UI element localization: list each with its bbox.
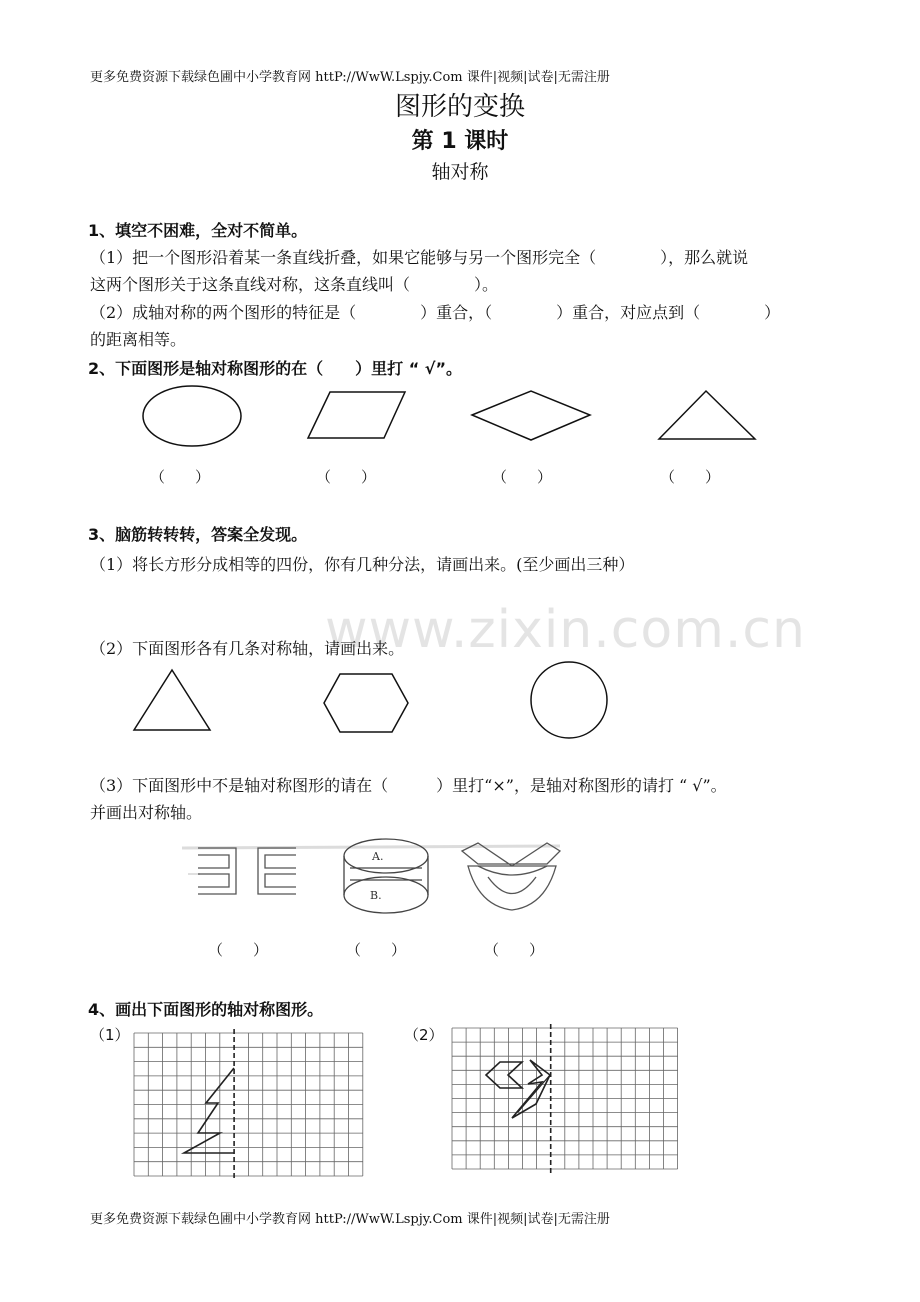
q3-part3-line1: （3）下面图形中不是轴对称图形的请在（ ）里打“×”，是轴对称图形的请打 “ √”。: [90, 776, 727, 795]
footer-note: 更多免费资源下载绿色圃中小学教育网 httP://WwW.Lspjy.Com 课件|视频|试卷|无需注册: [90, 1212, 610, 1227]
cylinder-figure: [344, 839, 428, 913]
q1-line4: 的距离相等。: [90, 330, 187, 349]
q1-line1: （1）把一个图形沿着某一条直线折叠，如果它能够与另一个图形完全（ ），那么就说: [90, 248, 749, 267]
lesson-title: 第 1 课时: [411, 129, 509, 154]
label-b: B.: [370, 889, 382, 902]
label-a: A.: [372, 850, 384, 863]
topic-title: 轴对称: [431, 161, 489, 183]
q3-answer-boat[interactable]: （ ）: [484, 941, 545, 959]
q3-part2: （2）下面图形各有几条对称轴，请画出来。: [90, 639, 405, 658]
boat-figure: [462, 843, 560, 910]
q2-heading: 2、下面图形是轴对称图形的在（ ）里打 “ √”。: [88, 359, 462, 378]
watermark: www.zixin.com.cn: [325, 600, 806, 660]
q3-part1: （1）将长方形分成相等的四份，你有几种分法，请画出来。(至少画出三种）: [90, 555, 635, 574]
q4-label-2: （2）: [404, 1026, 444, 1044]
q4-label-1: （1）: [90, 1026, 130, 1044]
q2-answer-triangle[interactable]: （ ）: [660, 468, 721, 486]
q2-answer-parallelogram[interactable]: （ ）: [316, 468, 377, 486]
q2-answer-ellipse[interactable]: （ ）: [150, 468, 211, 486]
q1-heading: 1、填空不困难，全对不简单。: [88, 221, 308, 240]
double-three-figure: [198, 848, 296, 894]
q1-line2: 这两个图形关于这条直线对称，这条直线叫（ ）。: [90, 275, 499, 294]
q3-heading: 3、脑筋转转转，答案全发现。: [88, 525, 308, 544]
q3-answer-three[interactable]: （ ）: [208, 941, 269, 959]
arrow-leaf-figure: [512, 1060, 550, 1118]
page-title: 图形的变换: [394, 92, 525, 122]
q4-heading: 4、画出下面图形的轴对称图形。: [88, 1000, 324, 1019]
q2-answer-rhombus[interactable]: （ ）: [492, 468, 553, 486]
q3-answer-cylinder[interactable]: （ ）: [346, 941, 407, 959]
header-note: 更多免费资源下载绿色圃中小学教育网 httP://WwW.Lspjy.Com 课件|视频|试卷|无需注册: [90, 70, 610, 85]
q3-part3-line2: 并画出对称轴。: [90, 803, 203, 822]
grid-1: [134, 1033, 364, 1181]
grid-2: [452, 1028, 678, 1178]
q1-line3: （2）成轴对称的两个图形的特征是（ ）重合，（ ）重合，对应点到（ ）: [90, 303, 781, 322]
